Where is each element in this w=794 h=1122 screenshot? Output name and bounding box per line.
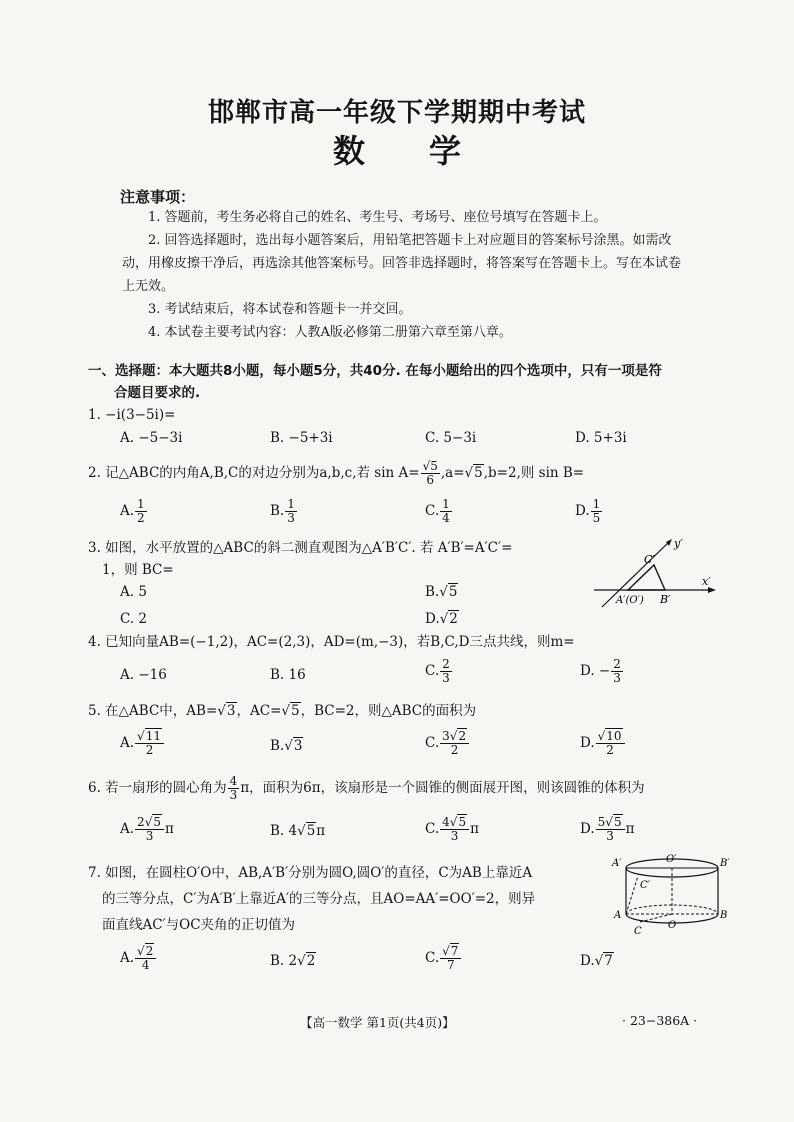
point-a-label: A — [614, 910, 622, 921]
point-b-prime-label: B′ — [720, 858, 730, 869]
q2-option-c: C. $\frac{1}{4}$ — [425, 497, 450, 525]
q3-option-b: B.√5 — [425, 584, 458, 600]
q4-option-b: B. 16 — [270, 667, 306, 683]
page-footer: 【高一数学 第1页(共4页)】 — [300, 1015, 455, 1030]
point-c-prime-label: C′ — [640, 880, 650, 891]
notice-list — [122, 206, 682, 344]
q3-option-c: C. 2 — [120, 611, 148, 627]
x-axis-label: x′ — [702, 575, 711, 588]
point-a-label: A′(O′) — [616, 595, 644, 606]
q5-option-d: D. $\frac{√10}{2}$ — [580, 730, 626, 757]
question-3-stem: 3. 如图，水平放置的△ABC的斜二测直观图为△A′B′C′. 若 A′B′=A′C′= 1，则 BC= — [88, 540, 513, 578]
point-o-label: O — [668, 920, 677, 931]
q4-option-a: A. −16 — [120, 667, 167, 683]
q6-option-d: D. $\frac{5√5}{3}$ π — [580, 815, 635, 843]
notice-heading: 注意事项： — [120, 188, 196, 206]
q6-option-b: B. 4√5π — [270, 823, 326, 839]
q6-option-a: A. $\frac{2√5}{3}$ π — [120, 815, 174, 843]
y-axis-label: y′ — [674, 537, 683, 550]
q6-option-c: C. $\frac{4√5}{3}$ π — [425, 815, 479, 843]
q5-option-a: A. $\frac{√11}{2}$ — [120, 730, 165, 757]
question-1-stem: 1. −i(3−5i)= — [88, 407, 176, 423]
question-2-stem: 2. 记△ABC的内角A,B,C的对边分别为a,b,c,若 sin A= $\frac{√5}{6}$ ,a=√5,b=2,则 sin B= — [88, 459, 585, 487]
point-b-label: B — [720, 910, 728, 921]
notice-item: 3. 考试结束后，将本试卷和答题卡一并交回。 — [148, 302, 412, 317]
point-o-prime-label: O′ — [666, 854, 677, 865]
q3-option-d: D.√2 — [425, 611, 458, 627]
q7-option-d: D.√7 — [580, 953, 613, 969]
q4-option-c: C. $\frac{2}{3}$ — [425, 657, 450, 685]
point-a-prime-label: A′ — [612, 858, 622, 869]
q7-cylinder-figure — [610, 852, 730, 937]
q2-option-d: D. $\frac{1}{5}$ — [575, 497, 601, 525]
q1-option-b: B. −5+3i — [270, 430, 333, 446]
exam-code: · 23−386A · — [622, 1013, 698, 1028]
q7-option-a: A. $\frac{√2}{4}$ — [120, 945, 157, 972]
question-4-stem: 4. 已知向量AB=(−1,2)，AC=(2,3)，AD=(m,−3)，若B,C,D三点共线，则m= — [88, 634, 575, 650]
q2-option-a: A. $\frac{1}{2}$ — [120, 497, 145, 525]
q1-option-a: A. −5−3i — [120, 430, 183, 446]
notice-item: 2. 回答选择题时，选出每小题答案后，用铅笔把答题卡上对应题目的答案标号涂黑。如需改动，用橡皮擦干净后，再选涂其他答案标号。回答非选择题时，将答案写在答题卡上。写在本试卷上无效。 — [122, 233, 682, 294]
question-6-stem: 6. 若一扇形的圆心角为 $\frac{4}{3}$ π，面积为6π，该扇形是一个圆锥的侧面展开图，则该圆锥的体积为 — [88, 774, 645, 802]
q1-option-d: D. 5+3i — [575, 430, 627, 446]
point-b-label: B′ — [660, 593, 671, 606]
exam-title: 邯郸市高一年级下学期期中考试 — [207, 98, 586, 128]
section-heading: 一、选择题：本大题共8小题，每小题5分，共40分. 在每小题给出的四个选项中，只有一项是符 合题目要求的. — [88, 363, 662, 401]
notice-item: 4. 本试卷主要考试内容：人教A版必修第二册第六章至第八章。 — [148, 325, 512, 340]
q2-option-b: B. $\frac{1}{3}$ — [270, 497, 295, 525]
q5-option-b: B.√3 — [270, 738, 303, 754]
q7-option-b: B. 2√2 — [270, 953, 316, 969]
point-c-label: C′ — [644, 553, 655, 566]
exam-subject: 数学 — [332, 132, 525, 170]
q7-option-c: C. $\frac{√7}{7}$ — [425, 945, 462, 972]
q1-option-c: C. 5−3i — [425, 430, 477, 446]
q4-option-d: D. − $\frac{2}{3}$ — [580, 657, 621, 685]
q5-option-c: C. $\frac{3√2}{2}$ — [425, 730, 470, 757]
notice-item: 1. 答题前，考生务必将自己的姓名、考生号、考场号、座位号填写在答题卡上。 — [148, 210, 607, 225]
question-5-stem: 5. 在△ABC中，AB=√3，AC=√5，BC=2，则△ABC的面积为 — [88, 703, 477, 719]
q3-oblique-figure — [590, 535, 720, 615]
point-c-label: C — [634, 926, 642, 937]
q3-option-a: A. 5 — [120, 584, 147, 600]
question-7-stem: 7. 如图，在圆柱O′O中，AB,A′B′分别为圆O,圆O′的直径，C为AB上靠近A 的三等分点，C′为A′B′上靠近A′的三等分点，且AO=AA′=OO′=2，则异 面直线AC′与OC夹角的正切值为 — [88, 865, 536, 933]
